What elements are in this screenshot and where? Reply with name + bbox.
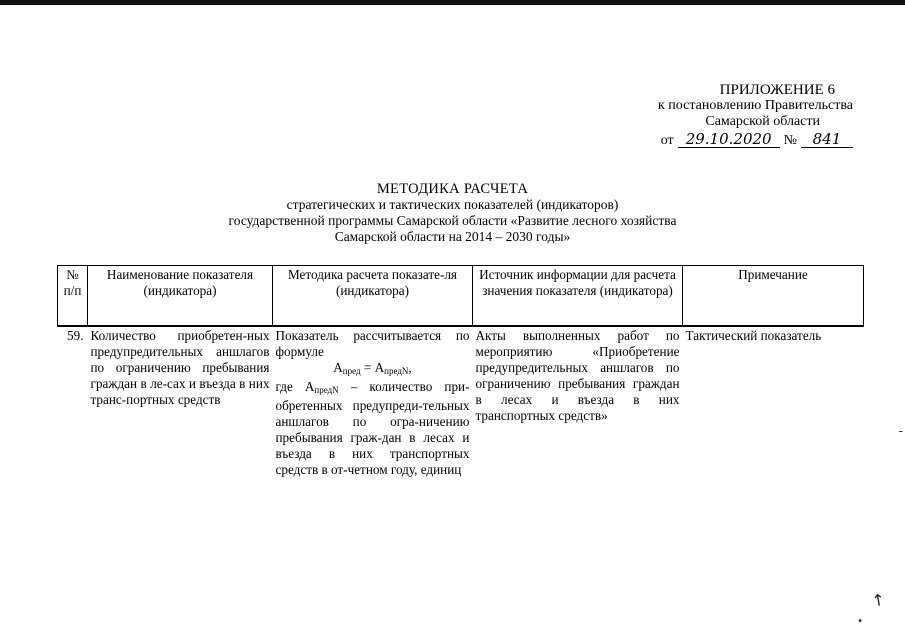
row-number: 59.: [58, 326, 88, 479]
row-indicator-name: Количество приобретен-ных предупредительных аншлагов по ограничению пребывания граждан в ле-сах и въезда в них транс-портных средств: [88, 326, 273, 479]
document-subtitle-line-1: стратегических и тактических показателей (индикаторов): [286, 197, 619, 212]
appendix-date-line: [593, 132, 853, 149]
method-explanation: где $А_{предN}$ – количество при-обретенных предупреди-тельных аншлагов по огра-ничению пребывания граж-дан в лесах и въезда в них транспортных средств в от-четном году, единиц: [275, 379, 470, 477]
appendix-title: ПРИЛОЖЕНИЕ 6: [719, 82, 835, 98]
document-subtitle-line-3: Самарской области на 2014 – 2030 годы»: [334, 229, 571, 244]
appendix-block: [593, 82, 853, 149]
header-calculation-method: Методика расчета показате-ля (индикатора): [273, 266, 473, 327]
date-prefix: от: [660, 133, 674, 148]
method-formula: $А_{пред} = А_{предN}$,: [333, 360, 412, 376]
handwritten-number: 841: [801, 132, 853, 148]
header-indicator-name: Наименование показателя (индикатора): [88, 266, 273, 327]
number-prefix: №: [783, 133, 797, 148]
scan-scribble-mark: ↖: [867, 587, 890, 612]
document-subtitle-line-2: государственной программы Самарской области «Развитие лесного хозяйства: [228, 213, 677, 228]
appendix-decree-line: к постановлению Правительства: [657, 98, 853, 113]
row-information-source: Акты выполненных работ по мероприятию «Приобретение предупредительных аншлагов по ограничению пребывания граждан в лесах и въезда в них транспортных средств»: [473, 326, 683, 479]
document-heading: [0, 181, 905, 245]
handwritten-date: 29.10.2020: [678, 132, 780, 148]
table-row: [58, 326, 864, 479]
margin-dash-mark: -: [898, 424, 903, 438]
row-calculation-method: [273, 326, 473, 479]
appendix-region-line: Самарской области: [705, 114, 820, 129]
header-note: Примечание: [683, 266, 864, 327]
scan-top-border: [0, 0, 905, 5]
scan-dot-mark: •: [857, 616, 863, 627]
method-intro: Показатель рассчитывается по формуле: [275, 328, 470, 359]
document-title: МЕТОДИКА РАСЧЕТА: [376, 181, 529, 197]
table-header-row: [58, 266, 864, 327]
row-note: Тактический показатель: [683, 326, 864, 479]
header-information-source: Источник информации для расчета значения показателя (индикатора): [473, 266, 683, 327]
header-number: № п/п: [58, 266, 88, 327]
indicator-table: [57, 265, 864, 479]
